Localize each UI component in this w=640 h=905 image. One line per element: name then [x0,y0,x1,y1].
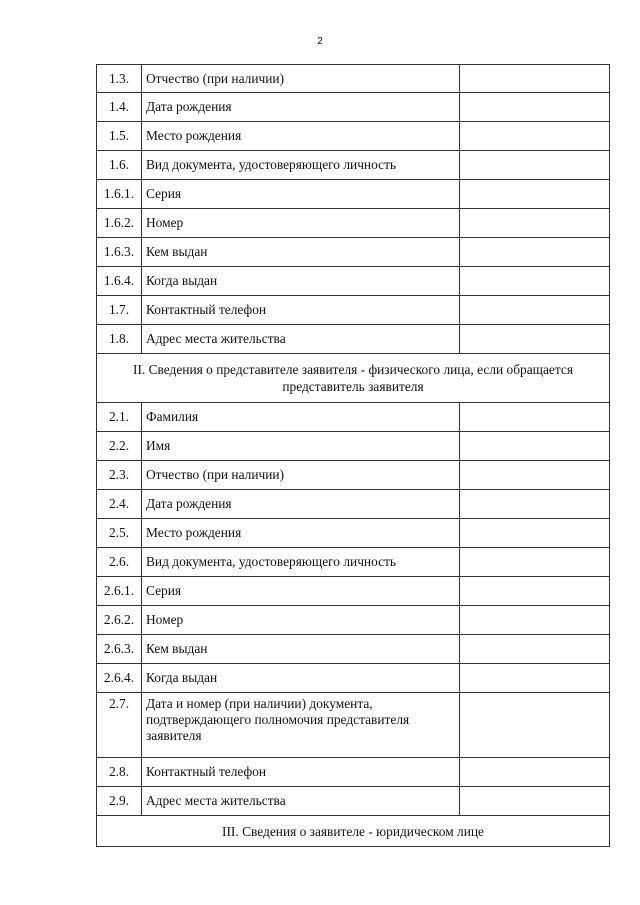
value-cell-rep-doc-number[interactable] [460,606,610,635]
row-label: Фамилия [142,403,460,432]
row-number: 2.6.4. [97,664,142,693]
table-row [97,693,610,758]
table-row [97,403,610,432]
row-number: 2.6.3. [97,635,142,664]
row-label: Номер [142,606,460,635]
row-number: 1.6.4. [97,267,142,296]
value-cell-rep-issued-by[interactable] [460,635,610,664]
row-number: 1.6.2. [97,209,142,238]
row-number: 2.7. [97,693,142,758]
row-label: Когда выдан [142,267,460,296]
value-cell-series[interactable] [460,180,610,209]
value-cell-phone[interactable] [460,296,610,325]
table-row [97,325,610,354]
row-label: Контактный телефон [142,758,460,787]
table-row [97,664,610,693]
value-cell-rep-series[interactable] [460,577,610,606]
value-cell-id-document[interactable] [460,151,610,180]
value-cell-rep-issue-date[interactable] [460,664,610,693]
row-label: Адрес места жительства [142,787,460,816]
row-label: Серия [142,577,460,606]
row-number: 1.3. [97,65,142,93]
application-form-table [96,64,610,847]
table-row [97,787,610,816]
row-label: Дата рождения [142,93,460,122]
row-number: 1.6.3. [97,238,142,267]
row-number: 2.2. [97,432,142,461]
row-number: 2.1. [97,403,142,432]
row-number: 1.7. [97,296,142,325]
table-row [97,635,610,664]
row-label: Адрес места жительства [142,325,460,354]
table-row [97,577,610,606]
value-cell-rep-patronymic[interactable] [460,461,610,490]
row-number: 2.9. [97,787,142,816]
row-label: Серия [142,180,460,209]
table-row [97,267,610,296]
row-number: 2.6.2. [97,606,142,635]
page-number: 2 [317,36,323,47]
table-row [97,151,610,180]
value-cell-rep-birth-place[interactable] [460,519,610,548]
value-cell-rep-phone[interactable] [460,758,610,787]
row-label: Вид документа, удостоверяющего личность [142,548,460,577]
table-row [97,606,610,635]
section-header-row [97,354,610,403]
value-cell-doc-number[interactable] [460,209,610,238]
table-row [97,461,610,490]
row-number: 2.6.1. [97,577,142,606]
value-cell-rep-authority-doc[interactable] [460,693,610,758]
table-row [97,432,610,461]
row-label: Дата и номер (при наличии) документа, подтверждающего полномочия представителя заявителя [142,693,460,758]
row-label: Отчество (при наличии) [142,461,460,490]
value-cell-issue-date[interactable] [460,267,610,296]
value-cell-rep-id-document[interactable] [460,548,610,577]
row-number: 2.3. [97,461,142,490]
section-title-representative: II. Сведения о представителе заявителя - физического лица, если обращается представитель заявителя [97,354,610,403]
row-label: Отчество (при наличии) [142,65,460,93]
row-number: 1.4. [97,93,142,122]
value-cell-address[interactable] [460,325,610,354]
table-row [97,122,610,151]
table-row [97,93,610,122]
table-row [97,238,610,267]
row-number: 1.8. [97,325,142,354]
value-cell-birth-place[interactable] [460,122,610,151]
table-row [97,180,610,209]
row-number: 2.4. [97,490,142,519]
table-row [97,519,610,548]
row-label: Номер [142,209,460,238]
row-number: 1.5. [97,122,142,151]
row-number: 2.5. [97,519,142,548]
table-row [97,548,610,577]
row-label: Кем выдан [142,635,460,664]
table-row [97,490,610,519]
row-label: Дата рождения [142,490,460,519]
row-label: Имя [142,432,460,461]
section-title-legal-entity: III. Сведения о заявителе - юридическом лице [97,816,610,847]
value-cell-rep-name[interactable] [460,432,610,461]
value-cell-issued-by[interactable] [460,238,610,267]
table-row [97,296,610,325]
row-label: Вид документа, удостоверяющего личность [142,151,460,180]
table-row [97,65,610,93]
section-header-row [97,816,610,847]
value-cell-rep-birth-date[interactable] [460,490,610,519]
row-label: Место рождения [142,122,460,151]
row-label: Когда выдан [142,664,460,693]
table-row [97,758,610,787]
row-number: 2.8. [97,758,142,787]
row-label: Место рождения [142,519,460,548]
row-label: Кем выдан [142,238,460,267]
value-cell-patronymic[interactable] [460,65,610,93]
row-label: Контактный телефон [142,296,460,325]
value-cell-rep-address[interactable] [460,787,610,816]
value-cell-rep-surname[interactable] [460,403,610,432]
row-number: 1.6.1. [97,180,142,209]
row-number: 1.6. [97,151,142,180]
value-cell-birth-date[interactable] [460,93,610,122]
row-number: 2.6. [97,548,142,577]
table-row [97,209,610,238]
